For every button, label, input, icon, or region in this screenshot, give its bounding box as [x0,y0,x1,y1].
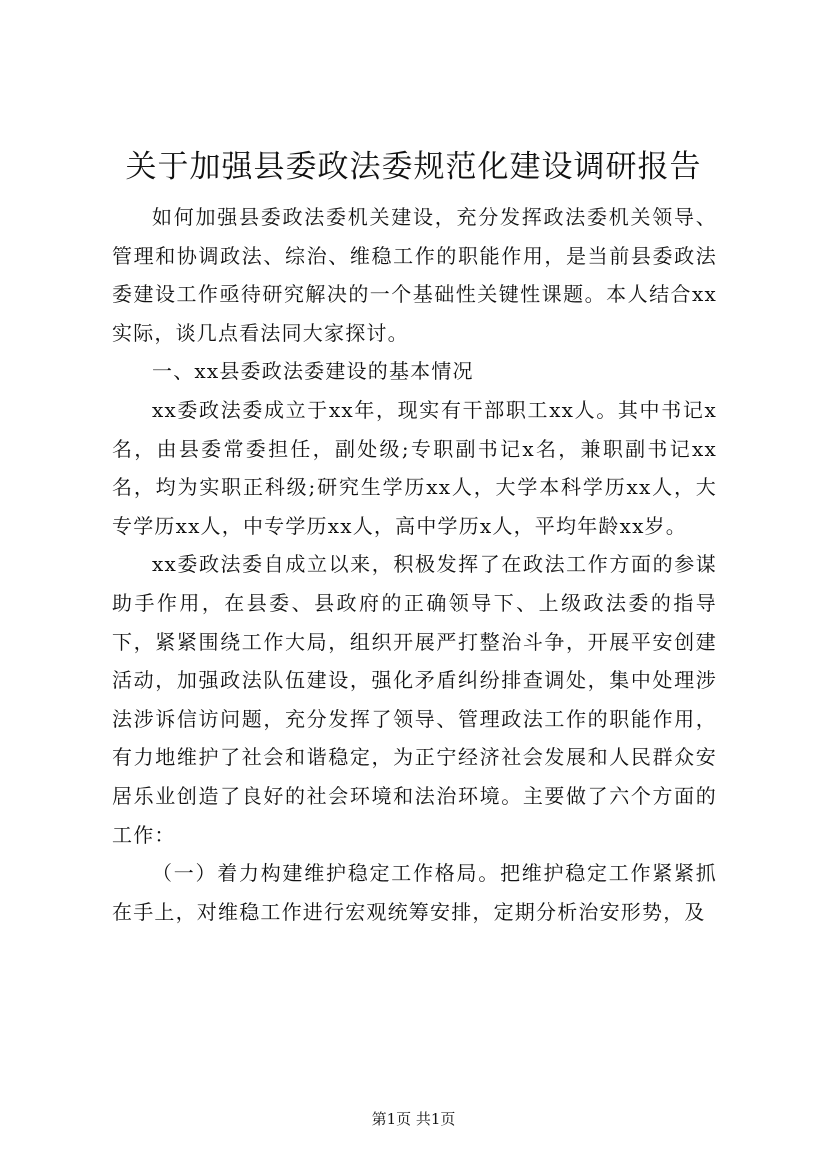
document-title: 关于加强县委政法委规范化建设调研报告 [125,149,702,185]
paragraph-staffing: xx委政法委成立于xx年，现实有干部职工xx人。其中书记x名，由县委常委担任，副处级;专职副书记x名，兼职副书记xx名，均为实职正科级;研究生学历xx人，大学本科学历xx人，大专学历xx人，中专学历xx人，高中学历x人，平均年龄xx岁。 [112,397,717,538]
document-body [112,198,717,931]
page-footer: 第1页 共1页 [371,1110,456,1128]
paragraph-intro: 如何加强县委政法委机关建设，充分发挥政法委机关领导、管理和协调政法、综治、维稳工作的职能作用，是当前县委政法委建设工作亟待研究解决的一个基础性关键性课题。本人结合xx实际，谈几点看法同大家探讨。 [112,205,717,345]
paragraph-subsection-1: （一）着力构建维护稳定工作格局。把维护稳定工作紧紧抓在手上，对维稳工作进行宏观统筹安排，定期分析治安形势，及 [112,861,717,924]
section-heading: 一、xx县委政法委建设的基本情况 [152,359,474,384]
paragraph-achievements: xx委政法委自成立以来，积极发挥了在政法工作方面的参谋助手作用，在县委、县政府的正确领导下、上级政法委的指导下，紧紧围绕工作大局，组织开展严打整治斗争，开展平安创建活动，加强政法队伍建设，强化矛盾纠纷排查调处，集中处理涉法涉诉信访问题，充分发挥了领导、管理政法工作的职能作用，有力地维护了社会和谐稳定，为正宁经济社会发展和人民群众安居乐业创造了良好的社会环境和法治环境。主要做了六个方面的工作： [112,552,717,847]
